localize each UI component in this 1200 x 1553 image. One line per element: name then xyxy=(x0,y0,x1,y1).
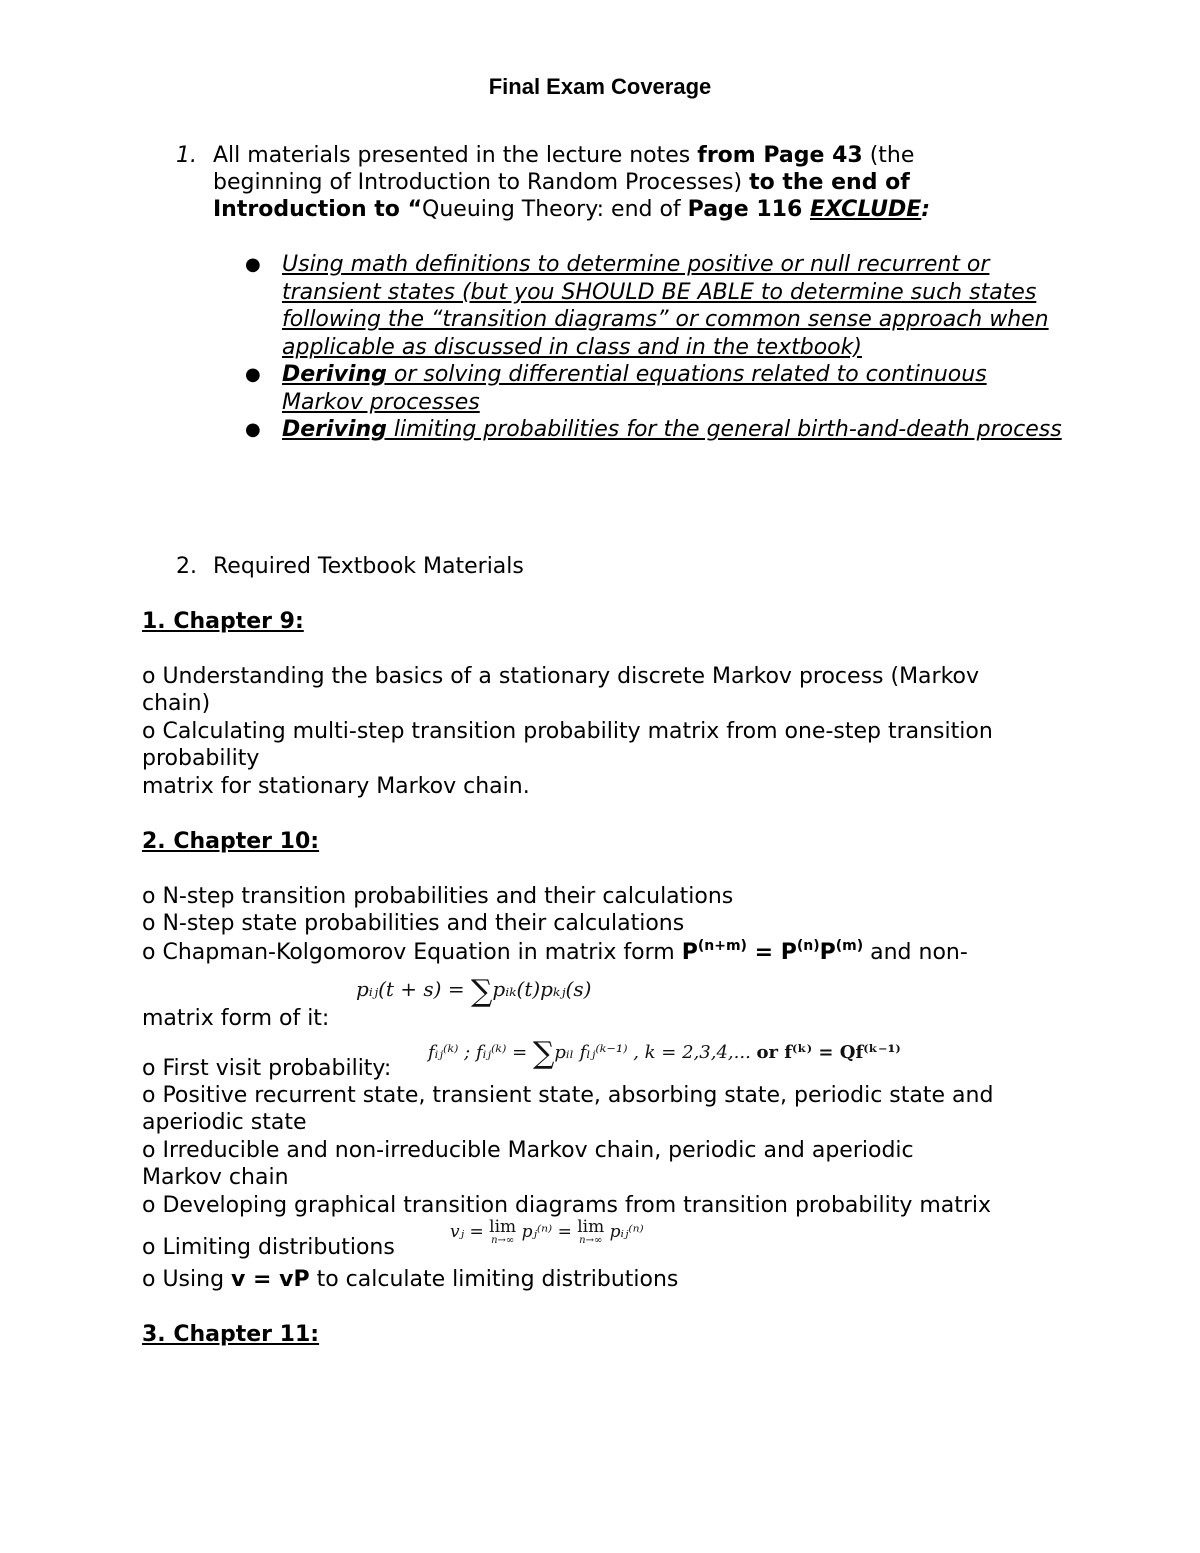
first-visit-formula xyxy=(428,1036,901,1071)
formula-part: vⱼ = xyxy=(450,1222,490,1242)
exclude-label: EXCLUDE xyxy=(809,197,922,222)
bullet-icon: ● xyxy=(245,254,261,275)
s1-text-h: : xyxy=(921,197,931,222)
ch10-line: o Limiting distributions xyxy=(142,1235,395,1260)
ch10-line-ck xyxy=(142,939,968,966)
ck-eq: = P xyxy=(746,940,797,965)
ck-p2: P xyxy=(819,940,836,965)
formula-part: pᵢₗ fₗⱼ⁽ᵏ⁻¹⁾ , k = 2,3,4,... xyxy=(554,1042,757,1063)
section-1-text xyxy=(213,142,1013,223)
chapter-9-heading: 1. Chapter 9: xyxy=(142,609,304,634)
ch10-line: matrix form of it: xyxy=(142,1006,330,1031)
chapman-kolmogorov-formula xyxy=(356,974,591,1009)
sum-icon: ∑ xyxy=(532,1036,555,1071)
formula-part: pᵢⱼ(t + s) = xyxy=(356,977,471,1001)
using-text: o Using xyxy=(142,1267,232,1292)
exclusion-list xyxy=(245,251,1065,444)
s1-text-c: (the beginning of Introduction to Random Processes) xyxy=(213,143,915,195)
ch10-line: o N-step state probabilities and their calculations xyxy=(142,911,685,936)
ch9-line: o Understanding the basics of a stationary discrete Markov process (Markov xyxy=(142,664,980,689)
bullet-icon: ● xyxy=(245,419,261,440)
ck-sup-nm: (n+m) xyxy=(697,938,747,954)
ch10-line: o First visit probability: xyxy=(142,1056,392,1081)
ch10-line: Markov chain xyxy=(142,1165,289,1190)
s1-text-e: Queuing Theory: end of xyxy=(422,197,688,222)
lim-operator: lim n→∞ xyxy=(489,1217,517,1246)
formula-part: pᵢₖ(t)pₖⱼ(s) xyxy=(492,977,592,1001)
ch10-line: o Developing graphical transition diagrams from transition probability matrix xyxy=(142,1193,992,1218)
using-text-end: to calculate limiting distributions xyxy=(309,1267,679,1292)
bullet-text: limiting probabilities for the general birth-and-death process xyxy=(386,417,1062,442)
formula-part: fᵢⱼ⁽ᵏ⁾ ; fᵢⱼ⁽ᵏ⁾ = xyxy=(428,1042,533,1063)
ck-text: o Chapman-Kolgomorov Equation in matrix form xyxy=(142,940,682,965)
sum-icon: ∑ xyxy=(470,974,493,1009)
ck-p: P xyxy=(681,940,698,965)
section-2-number: 2. xyxy=(176,554,197,579)
ch9-line: matrix for stationary Markov chain. xyxy=(142,774,530,799)
list-item xyxy=(245,251,1065,361)
ck-text-end: and non- xyxy=(863,940,968,965)
ch10-line-using xyxy=(142,1266,678,1293)
bullet-bold: Deriving xyxy=(282,362,387,387)
ch9-line: probability xyxy=(142,746,260,771)
s1-text-d: to the end of Introduction to “ xyxy=(213,170,910,222)
lim-operator: lim n→∞ xyxy=(577,1217,605,1246)
formula-part: or f⁽ᵏ⁾ = Qf⁽ᵏ⁻¹⁾ xyxy=(756,1042,901,1063)
page-title: Final Exam Coverage xyxy=(488,74,712,99)
list-item xyxy=(245,416,1065,444)
bullet-text: Using math definitions to determine positive or null recurrent or transient states (but you SHOULD BE ABLE to determine such states following the “transition diagrams” or common sense approach when applicable as discussed in class and in the textbook) xyxy=(282,252,1049,360)
s1-text-f: Page 116 xyxy=(687,197,810,222)
ch9-line: chain) xyxy=(142,691,211,716)
using-eq: v = vP xyxy=(231,1267,310,1292)
formula-part: pᵢⱼ⁽ⁿ⁾ xyxy=(609,1222,644,1242)
section-2-text: Required Textbook Materials xyxy=(213,554,524,579)
chapter-10-heading: 2. Chapter 10: xyxy=(142,829,320,854)
ch10-line: aperiodic state xyxy=(142,1110,307,1135)
chapter-11-heading: 3. Chapter 11: xyxy=(142,1322,320,1347)
bullet-text: or solving differential equations related to continuous Markov processes xyxy=(282,362,987,415)
ck-sup-m: (m) xyxy=(835,938,864,954)
ch10-line: o Irreducible and non-irreducible Markov chain, periodic and aperiodic xyxy=(142,1138,914,1163)
bullet-icon: ● xyxy=(245,364,261,385)
ch9-line: o Calculating multi-step transition probability matrix from one-step transition xyxy=(142,719,993,744)
ch10-line: o Positive recurrent state, transient state, absorbing state, periodic state and xyxy=(142,1083,994,1108)
section-1-number: 1. xyxy=(176,143,197,168)
limiting-distribution-formula xyxy=(450,1217,644,1248)
bullet-bold: Deriving xyxy=(282,417,387,442)
ck-sup-n: (n) xyxy=(796,938,820,954)
list-item xyxy=(245,361,1065,416)
s1-text-a: All materials presented in the lecture notes xyxy=(213,143,698,168)
s1-text-b: from Page 43 xyxy=(697,143,863,168)
ch10-line: o N-step transition probabilities and their calculations xyxy=(142,884,734,909)
formula-part: pⱼ⁽ⁿ⁾ = xyxy=(521,1222,578,1242)
